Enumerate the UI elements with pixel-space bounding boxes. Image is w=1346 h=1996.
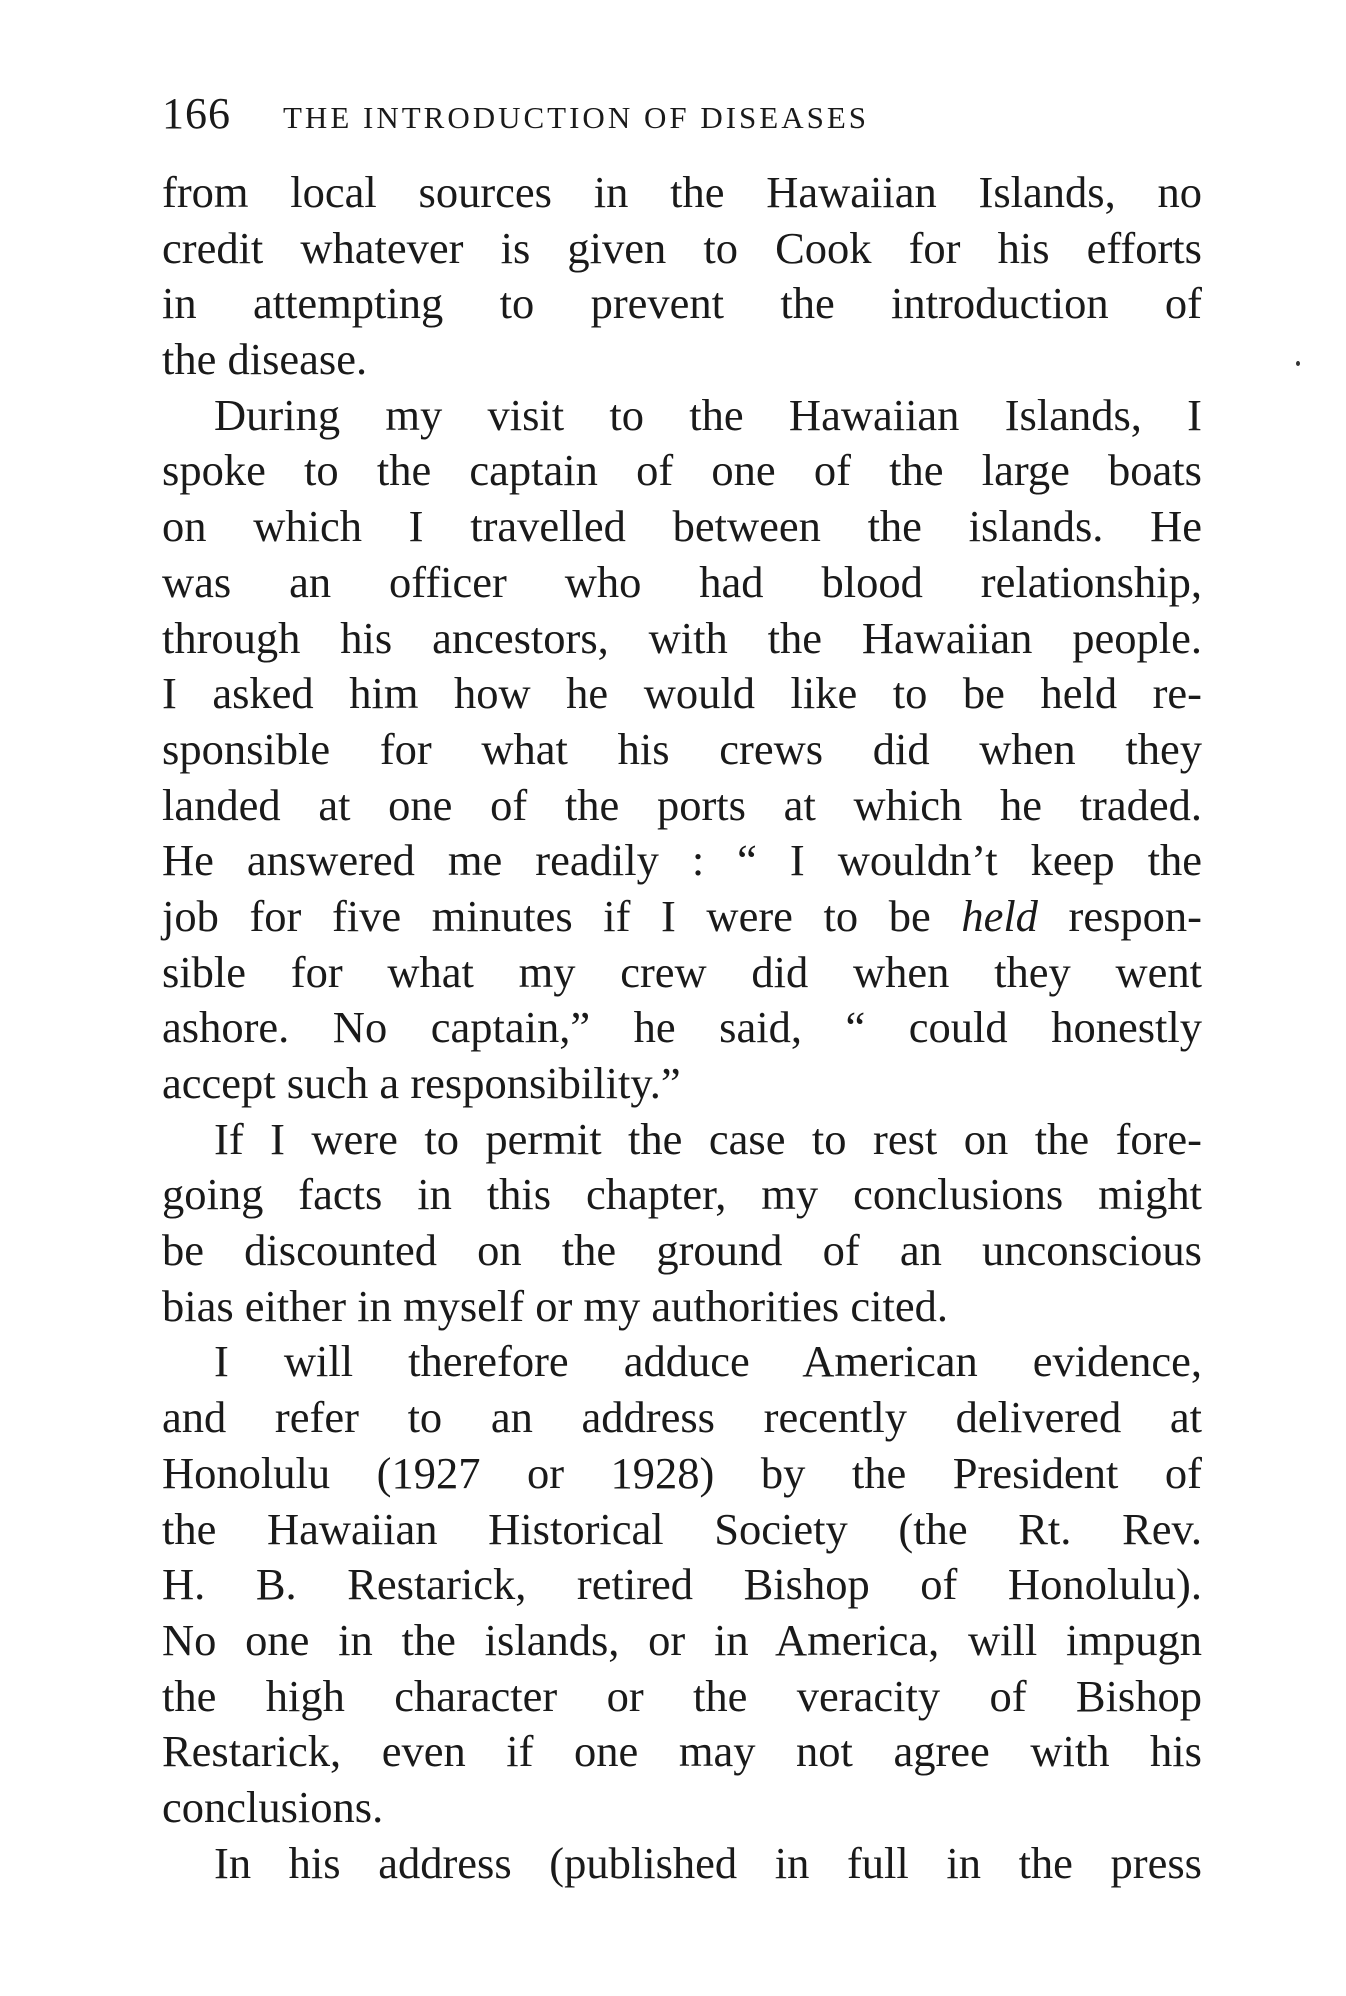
text-line-segment: job for five minutes if I were to be (162, 890, 962, 941)
text-line-segment: accept such a responsibility.” (162, 1058, 681, 1108)
running-head (162, 88, 1202, 148)
text-line (162, 1613, 1202, 1669)
text-line-segment: respon- (1037, 890, 1202, 941)
text-line (162, 1502, 1202, 1558)
text-line-segment: Honolulu (1927 or 1928) by the President of (162, 1447, 1202, 1498)
text-line-segment: and refer to an address recently delivered at (162, 1392, 1202, 1443)
text-line (162, 1446, 1202, 1502)
text-line (162, 611, 1202, 667)
text-line (162, 388, 1202, 444)
text-line (162, 221, 1202, 277)
text-line (162, 889, 1202, 945)
page-number: 166 (162, 89, 231, 138)
text-line-segment: Restarick, even if one may not agree with his (162, 1726, 1202, 1777)
text-line (162, 1557, 1202, 1613)
text-line (162, 1223, 1202, 1279)
text-line-segment: the disease. (162, 334, 368, 385)
text-line (162, 1056, 1202, 1112)
text-line-segment: H. B. Restarick, retired Bishop of Honolulu). (162, 1559, 1202, 1610)
text-line-segment: If I were to permit the case to rest on the fore- (214, 1113, 1202, 1164)
text-line (162, 778, 1202, 834)
text-line-segment: I will therefore adduce American evidence, (214, 1336, 1202, 1387)
text-line (162, 1167, 1202, 1223)
text-line-segment: He answered me readily : “ I wouldn’t keep the (162, 835, 1202, 886)
text-line-segment: was an officer who had blood relationship, (162, 556, 1202, 607)
text-line-segment: sible for what my crew did when they went (162, 946, 1202, 997)
text-line-segment: In his address (published in full in the press (214, 1837, 1202, 1888)
text-line (162, 945, 1202, 1001)
text-line-segment: No one in the islands, or in America, will impugn (162, 1614, 1202, 1665)
text-line-segment: the high character or the veracity of Bishop (162, 1670, 1202, 1721)
text-line (162, 1000, 1202, 1056)
text-line (162, 332, 1202, 388)
text-line-segment: During my visit to the Hawaiian Islands, I (214, 389, 1202, 440)
text-line-segment: bias either in myself or my authorities cited. (162, 1280, 948, 1331)
text-line-segment: I asked him how he would like to be held re- (162, 668, 1202, 719)
text-line-segment: conclusions. (162, 1781, 384, 1832)
text-line (162, 1669, 1202, 1725)
text-line (162, 555, 1202, 611)
text-line-segment: spoke to the captain of one of the large boats (162, 445, 1202, 496)
text-line (162, 666, 1202, 722)
body-text (162, 165, 1202, 1891)
text-line (162, 1112, 1202, 1168)
text-line-segment: ashore. No captain,” he said, “ could honestly (162, 1002, 1202, 1053)
text-line (162, 1334, 1202, 1390)
text-line (162, 443, 1202, 499)
text-line-segment: credit whatever is given to Cook for his efforts (162, 222, 1202, 273)
text-line (162, 1836, 1202, 1892)
text-line (162, 833, 1202, 889)
text-line-segment: landed at one of the ports at which he traded. (162, 779, 1202, 830)
text-line-segment: be discounted on the ground of an unconscious (162, 1225, 1202, 1276)
text-line-segment: sponsible for what his crews did when they (162, 723, 1202, 774)
text-line-segment: going facts in this chapter, my conclusions might (162, 1169, 1202, 1220)
running-title: THE INTRODUCTION OF DISEASES (283, 100, 870, 135)
text-line (162, 1390, 1202, 1446)
text-line (162, 276, 1202, 332)
emphasized-word: held (961, 890, 1038, 941)
ink-speck (1296, 361, 1300, 366)
text-line (162, 1780, 1202, 1836)
text-line (162, 499, 1202, 555)
text-line-segment: in attempting to prevent the introduction of (162, 278, 1202, 329)
text-line (162, 1724, 1202, 1780)
text-line-segment: the Hawaiian Historical Society (the Rt. Rev. (162, 1503, 1202, 1554)
text-line-segment: on which I travelled between the islands. He (162, 501, 1202, 552)
text-line-segment: from local sources in the Hawaiian Islands, no (162, 167, 1202, 217)
text-line (162, 722, 1202, 778)
text-line (162, 165, 1202, 221)
text-line-segment: through his ancestors, with the Hawaiian people. (162, 612, 1202, 663)
text-line (162, 1279, 1202, 1335)
